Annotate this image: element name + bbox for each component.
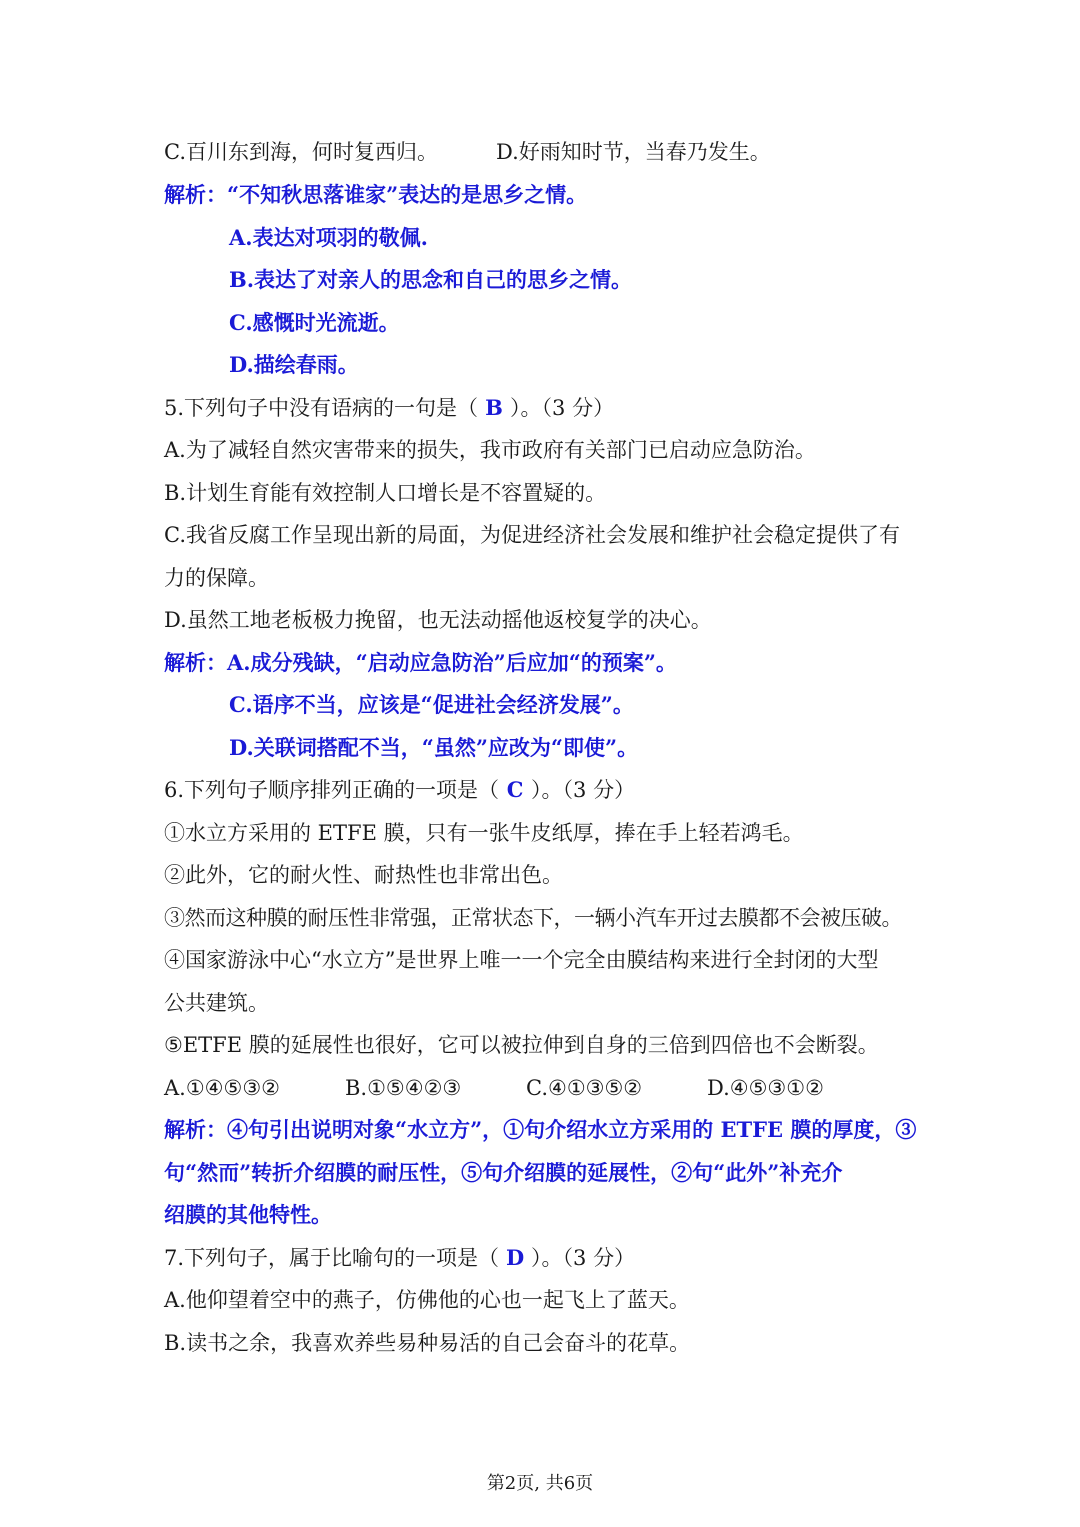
q7-stem (164, 1244, 924, 1272)
q6-stem-before: 6.下列句子顺序排列正确的一项是（ (164, 778, 500, 802)
q4-analysis-b: B.表达了对亲人的思念和自己的思乡之情。 (229, 267, 633, 292)
q6-sentence-3: ③然而这种膜的耐压性非常强，正常状态下，一辆小汽车开过去膜都不会被压破。 (164, 906, 902, 930)
q5-analysis-c: C.语序不当，应该是“促进社会经济发展”。 (229, 692, 634, 717)
q7-answer: D (505, 1245, 525, 1270)
q6-option-a: A.①④⑤③② (164, 1076, 280, 1100)
q5-answer: B (485, 395, 503, 420)
q4-option-c: C.百川东到海，何时复西归。 (164, 140, 438, 164)
q6-option-b: B.①⑤④②③ (345, 1076, 462, 1100)
q5-analysis-d: D.关联词搭配不当，“虽然”应改为“即使”。 (229, 735, 639, 760)
q4-analysis-a: A.表达对项羽的敬佩. (229, 225, 428, 250)
q7-stem-before: 7.下列句子，属于比喻句的一项是（ (164, 1246, 500, 1270)
q6-stem-after: ）。（3 分） (531, 778, 636, 802)
q5-stem-before: 5.下列句子中没有语病的一句是（ (164, 396, 479, 420)
q6-answer: C (506, 777, 524, 802)
q6-option-c: C.④①③⑤② (526, 1076, 643, 1100)
q5-option-d: D.虽然工地老板极力挽留，也无法动摇他返校复学的决心。 (164, 608, 712, 632)
q5-stem (164, 394, 924, 422)
q5-option-c-line1: C.我省反腐工作呈现出新的局面，为促进经济社会发展和维护社会稳定提供了有 (164, 523, 900, 547)
q6-sentence-4-line2: 公共建筑。 (164, 991, 269, 1015)
q7-option-a: A.他仰望着空中的燕子，仿佛他的心也一起飞上了蓝天。 (164, 1288, 690, 1312)
q6-sentence-1: ①水立方采用的 ETFE 膜，只有一张牛皮纸厚，捧在手上轻若鸿毛。 (164, 821, 804, 845)
q6-sentence-4-line1: ④国家游泳中心“水立方”是世界上唯一一个完全由膜结构来进行全封闭的大型 (164, 948, 879, 972)
q4-analysis: 解析：“不知秋思落谁家”表达的是思乡之情。 (164, 182, 588, 207)
q4-analysis-c: C.感慨时光流逝。 (229, 310, 400, 335)
page-footer: 第2页, 共6页 (486, 1473, 594, 1494)
q7-option-b: B.读书之余，我喜欢养些易种易活的自己会奋斗的花草。 (164, 1331, 691, 1355)
q4-analysis-d: D.描绘春雨。 (229, 352, 359, 377)
q5-option-c-line2: 力的保障。 (164, 566, 269, 590)
q6-stem (164, 776, 924, 804)
q4-option-d: D.好雨知时节，当春乃发生。 (496, 140, 771, 164)
q5-option-a: A.为了减轻自然灾害带来的损失，我市政府有关部门已启动应急防治。 (164, 438, 816, 462)
q6-analysis-line3: 绍膜的其他特性。 (164, 1202, 332, 1227)
q6-sentence-5: ⑤ETFE 膜的延展性也很好，它可以被拉伸到自身的三倍到四倍也不会断裂。 (164, 1033, 879, 1057)
q5-option-b: B.计划生育能有效控制人口增长是不容置疑的。 (164, 481, 607, 505)
q6-analysis-line2: 句“然而”转折介绍膜的耐压性，⑤句介绍膜的延展性，②句“此外”补充介 (164, 1160, 843, 1185)
q6-sentence-2: ②此外，它的耐火性、耐热性也非常出色。 (164, 863, 563, 887)
q6-analysis-line1: 解析：④句引出说明对象“水立方”，①句介绍水立方采用的 ETFE 膜的厚度，③ (164, 1117, 917, 1142)
q7-stem-after: ）。（3 分） (531, 1246, 636, 1270)
q6-option-d: D.④⑤③①② (707, 1076, 824, 1100)
q5-analysis: 解析：A.成分残缺，“启动应急防治”后应加“的预案”。 (164, 650, 677, 675)
q5-stem-after: ）。（3 分） (510, 396, 615, 420)
